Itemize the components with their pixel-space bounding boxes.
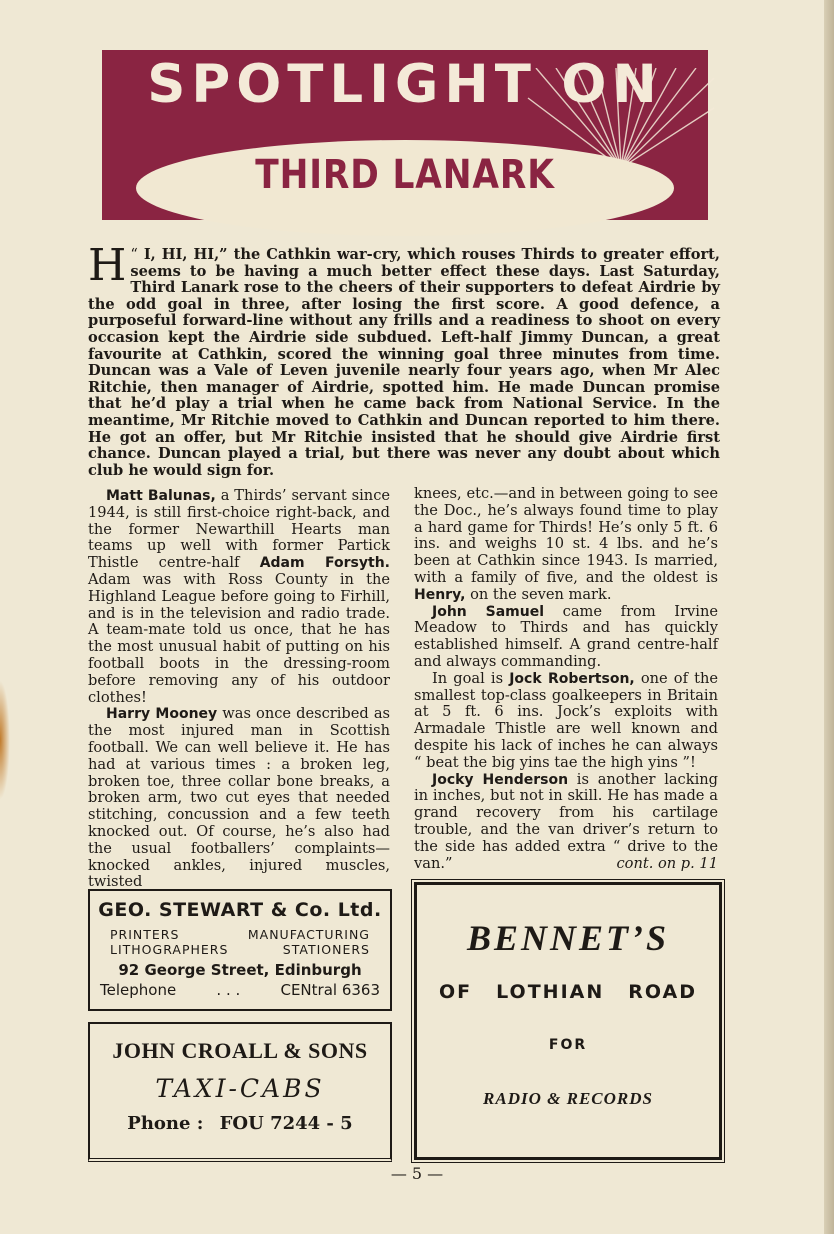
ad-geo-stewart — [88, 889, 392, 1011]
drop-cap: H — [88, 240, 127, 291]
ad-service: LITHOGRAPHERS — [110, 942, 229, 957]
ad-service: PRINTERS — [110, 927, 180, 942]
ad-service: TAXI-CABS — [155, 1074, 325, 1103]
ad-phone-number: FOU 7244 - 5 — [219, 1113, 353, 1134]
player-name: Matt Balunas, — [106, 488, 216, 504]
ad-phone-label: Phone : — [127, 1113, 204, 1134]
paragraph-samuel — [414, 604, 718, 671]
ad-telephone — [90, 981, 390, 999]
ad-location-word: OF — [439, 981, 473, 1003]
lead-text: I, HI, HI,” the Cathkin war-cry, which rouses Thirds to greater effort, seems to be having a much better effect these days. Last Saturday, Third Lanark rose to the cheers of their supporters to defeat Airdrie by the odd goal in three, after losing the first score. A good defence, a purposeful forward-line without any frills and a readiness to shoot on every occasion kept the Airdrie side subdued. Left-half Jimmy Duncan, a great favourite at Cathkin, scored the winning goal three minutes from time. Duncan was a Vale of Leven juvenile nearly four years ago, when Mr Alec Ritchie, then manager of Airdrie, spotted him. He made Duncan promise that he’d play a trial when he came back from National Service. In the meantime, Mr Ritchie moved to Cathkin and Duncan reported to him there. He got an offer, but Mr Ritchie insisted that he should give Airdrie first chance. Duncan played a trial, but there was never any doubt about which club he would sign for. — [88, 246, 720, 479]
ad-brand-name: BENNET’S — [466, 918, 670, 958]
banner-subtitle: SPOTLIGHT ON — [147, 54, 663, 115]
paragraph-henderson — [414, 772, 718, 873]
continued-note: cont. on p. 11 — [616, 854, 718, 872]
banner-title: THIRD LANARK — [255, 152, 555, 198]
ad-phone — [90, 1113, 390, 1134]
ad-service: STATIONERS — [282, 942, 370, 957]
spotlight-banner — [102, 50, 708, 220]
player-name: Jock Robertson, — [509, 670, 635, 687]
paragraph-balunas — [88, 488, 390, 706]
ad-bennets — [414, 882, 722, 1160]
ad-service: MANUFACTURING — [247, 927, 370, 942]
paragraph-robertson — [414, 671, 718, 772]
ad-location — [417, 981, 719, 1003]
player-name: Henry, — [414, 586, 466, 603]
ad-tel-label: Telephone — [100, 981, 177, 999]
paragraph-text: on the seven mark. — [465, 585, 612, 603]
ad-for: FOR — [548, 1037, 588, 1053]
ad-location-word: ROAD — [628, 981, 697, 1003]
left-column — [88, 488, 390, 891]
paragraph-text: In goal is — [432, 669, 510, 687]
ad-company-name: JOHN CROALL & SONS — [112, 1038, 368, 1063]
paragraph-text: one of the smallest top-class goalkeepers in Britain at 5 ft. 6 ins. Jock’s exploits with Armadale Thistle are well known and despite his lack of inches he can always “ beat the big yins tae the high yins ”! — [414, 669, 719, 771]
paragraph-mooney — [88, 706, 390, 891]
page-number: — 5 — — [390, 1164, 444, 1183]
ad-tel-number: CENtral 6363 — [280, 981, 380, 999]
ad-address: 92 George Street, Edinburgh — [118, 961, 362, 979]
paragraph-text: knees, etc.—and in between going to see the Doc., he’s always found time to play a hard game for Thirds! He’s only 5 ft. 6 ins. and weighs 10 st. 4 lbs. and he’s been at Cathkin since 1943. Is married, with a family of five, and the oldest is — [414, 485, 718, 586]
player-name: Jocky Henderson — [432, 771, 569, 788]
right-column — [414, 486, 718, 872]
ad-john-croall — [88, 1022, 392, 1162]
player-name: Adam Forsyth. — [259, 555, 390, 572]
paper-stain — [0, 680, 10, 800]
paragraph-text: came from Irvine Meadow to Thirds and has quickly established himself. A grand centre-half and always commanding. — [414, 602, 718, 670]
lead-open-quote: “ — [130, 246, 138, 263]
paragraph-text: was once described as the most injured man in Scottish football. We can well believe it. He has had at various times : a broken leg, broken toe, three collar bone breaks, a broken arm, two cut eyes that needed stitching, concussion and a few teeth knocked out. Of course, he’s also had the usual footballers’ complaints—knocked ankles, injured muscles, twisted — [88, 705, 391, 891]
ad-services-row — [90, 927, 390, 942]
paragraph-text: a Thirds’ servant since 1944, is still first-choice right-back, and the former Newarthill Hearts man teams up well with former Partick Thistle centre-half — [88, 487, 390, 572]
ad-location-word: LOTHIAN — [496, 981, 605, 1003]
paragraph-text: is another lacking in inches, but not in skill. He has made a grand recovery from his cartilage trouble, and the van driver’s return to the side has added extra “ drive to the van.” — [414, 770, 718, 872]
paragraph-mooney-cont — [414, 486, 718, 604]
ad-tel-dots: . . . — [216, 981, 241, 999]
paragraph-text: Adam was with Ross County in the Highland League before going to Firhill, and is in the television and radio trade. A team-mate told us once, that he has the most unusual habit of putting on his football boots in the dressing-room before removing any of his outdoor clothes! — [88, 570, 390, 706]
ad-services-row — [90, 942, 390, 957]
player-name: Harry Mooney — [106, 706, 218, 723]
player-name: John Samuel — [432, 603, 545, 620]
page-edge — [824, 0, 834, 1234]
ad-company-name: GEO. STEWART & Co. Ltd. — [98, 899, 382, 921]
lead-paragraph — [88, 240, 720, 479]
ad-tagline: RADIO & RECORDS — [483, 1089, 653, 1108]
